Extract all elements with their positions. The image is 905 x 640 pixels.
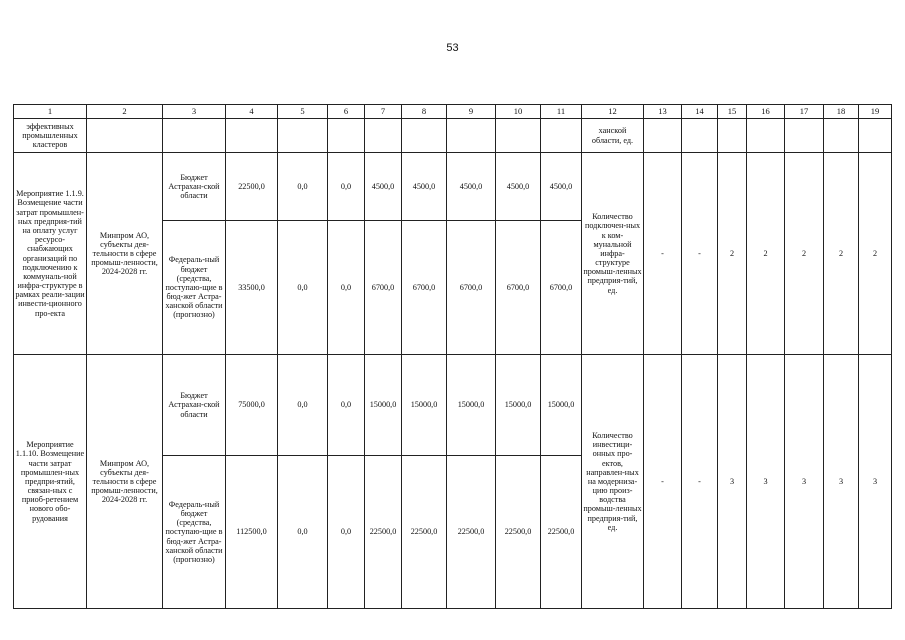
target-cell: 2	[718, 153, 747, 355]
empty-cell	[824, 119, 859, 153]
amount-total: 75000,0	[226, 355, 278, 456]
target-cell: 3	[718, 355, 747, 609]
target-cell: 3	[785, 355, 824, 609]
amount-cell: 0,0	[328, 221, 365, 355]
empty-cell	[328, 119, 365, 153]
funding-source-cell: Бюджет Астрахан-ской области	[163, 355, 226, 456]
amount-cell: 4500,0	[365, 153, 402, 221]
program-table	[13, 104, 892, 609]
empty-cell	[278, 119, 328, 153]
col-header: 19	[859, 105, 892, 119]
amount-cell: 6700,0	[447, 221, 496, 355]
amount-cell: 0,0	[278, 355, 328, 456]
amount-cell: 4500,0	[496, 153, 541, 221]
empty-cell	[447, 119, 496, 153]
empty-cell	[682, 119, 718, 153]
amount-cell: 6700,0	[365, 221, 402, 355]
empty-cell	[87, 119, 163, 153]
measure-1-row-regional	[14, 153, 892, 221]
target-cell: -	[644, 153, 682, 355]
amount-cell: 0,0	[328, 355, 365, 456]
amount-cell: 6700,0	[402, 221, 447, 355]
amount-cell: 0,0	[278, 456, 328, 609]
col-header: 2	[87, 105, 163, 119]
amount-cell: 22500,0	[365, 456, 402, 609]
amount-total: 112500,0	[226, 456, 278, 609]
col-header: 14	[682, 105, 718, 119]
empty-cell	[402, 119, 447, 153]
amount-cell: 0,0	[328, 456, 365, 609]
empty-cell	[747, 119, 785, 153]
continuation-row	[14, 119, 892, 153]
empty-cell	[644, 119, 682, 153]
amount-cell: 4500,0	[402, 153, 447, 221]
executor-cell: Минпром АО, субъекты дея-тельности в сфере промыш-ленности, 2024-2028 гг.	[87, 153, 163, 355]
amount-cell: 15000,0	[541, 355, 582, 456]
target-cell: 2	[824, 153, 859, 355]
col-header: 4	[226, 105, 278, 119]
col-header: 9	[447, 105, 496, 119]
empty-cell	[859, 119, 892, 153]
funding-source-cell: Федераль-ный бюджет (средства, поступаю-щие в бюд-жет Астра-ханской области (прогнозно)	[163, 456, 226, 609]
continuation-indicator-cell: ханской области, ед.	[582, 119, 644, 153]
amount-cell: 0,0	[278, 221, 328, 355]
amount-cell: 0,0	[328, 153, 365, 221]
funding-source-cell: Федераль-ный бюджет (средства, поступаю-щие в бюд-жет Астра-ханской области (прогнозно)	[163, 221, 226, 355]
amount-cell: 0,0	[278, 153, 328, 221]
continuation-measure-cell: эффективных промышленных кластеров	[14, 119, 87, 153]
amount-cell: 22500,0	[447, 456, 496, 609]
amount-cell: 15000,0	[365, 355, 402, 456]
measure-2-row-regional	[14, 355, 892, 456]
executor-cell: Минпром АО, субъекты дея-тельности в сфере промыш-ленности, 2024-2028 гг.	[87, 355, 163, 609]
empty-cell	[365, 119, 402, 153]
col-header: 13	[644, 105, 682, 119]
empty-cell	[226, 119, 278, 153]
empty-cell	[785, 119, 824, 153]
amount-cell: 22500,0	[541, 456, 582, 609]
amount-cell: 15000,0	[447, 355, 496, 456]
amount-total: 22500,0	[226, 153, 278, 221]
amount-cell: 15000,0	[496, 355, 541, 456]
amount-cell: 6700,0	[541, 221, 582, 355]
empty-cell	[718, 119, 747, 153]
amount-cell: 15000,0	[402, 355, 447, 456]
measure-name-cell: Мероприятие 1.1.10. Возмещение части затрат промышлен-ных предпри-ятий, связан-ных с приоб-ретением нового обо-рудования	[14, 355, 87, 609]
indicator-cell: Количество инвестици-онных про-ектов, направлен-ных на модерниза-цию произ-водства промыш-ленных предприя-тий, ед.	[582, 355, 644, 609]
indicator-cell: Количество подключен-ных к ком-мунальной инфра-структуре промыш-ленных предприя-тий, ед.	[582, 153, 644, 355]
col-header: 8	[402, 105, 447, 119]
empty-cell	[496, 119, 541, 153]
amount-cell: 4500,0	[541, 153, 582, 221]
empty-cell	[541, 119, 582, 153]
col-header: 11	[541, 105, 582, 119]
empty-cell	[163, 119, 226, 153]
target-cell: 3	[747, 355, 785, 609]
amount-cell: 6700,0	[496, 221, 541, 355]
col-header: 18	[824, 105, 859, 119]
page-number: 53	[446, 42, 459, 54]
col-header: 1	[14, 105, 87, 119]
amount-cell: 22500,0	[402, 456, 447, 609]
col-header: 7	[365, 105, 402, 119]
col-header: 6	[328, 105, 365, 119]
funding-source-cell: Бюджет Астрахан-ской области	[163, 153, 226, 221]
col-header: 16	[747, 105, 785, 119]
col-header: 5	[278, 105, 328, 119]
amount-cell: 22500,0	[496, 456, 541, 609]
target-cell: 2	[859, 153, 892, 355]
col-header: 3	[163, 105, 226, 119]
target-cell: 2	[785, 153, 824, 355]
amount-total: 33500,0	[226, 221, 278, 355]
target-cell: -	[644, 355, 682, 609]
col-header: 12	[582, 105, 644, 119]
col-header: 17	[785, 105, 824, 119]
col-header: 15	[718, 105, 747, 119]
target-cell: 3	[859, 355, 892, 609]
target-cell: -	[682, 153, 718, 355]
amount-cell: 4500,0	[447, 153, 496, 221]
col-header: 10	[496, 105, 541, 119]
target-cell: 2	[747, 153, 785, 355]
target-cell: 3	[824, 355, 859, 609]
header-row	[14, 105, 892, 119]
measure-name-cell: Мероприятие 1.1.9. Возмещение части затрат промышлен-ных предприя-тий на оплату услуг ресурсо-снабжающих организаций по подключению к коммуналь-ной инфра-структуре в рамках реали-зации инвести-ционного про-екта	[14, 153, 87, 355]
target-cell: -	[682, 355, 718, 609]
